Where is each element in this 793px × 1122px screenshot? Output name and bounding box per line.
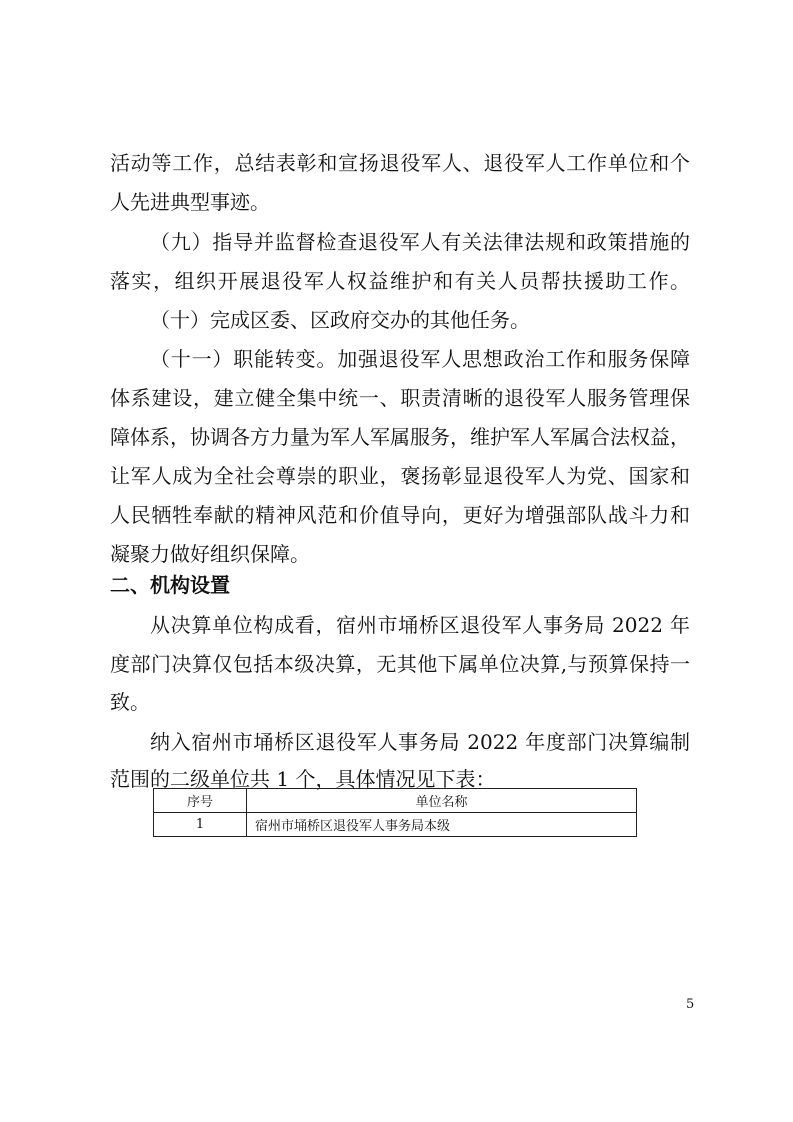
unit-table: [153, 788, 637, 837]
page-number: 5: [686, 997, 695, 1012]
section-heading: 二、机构设置: [110, 573, 230, 597]
paragraph-line: 范围的二级单位共 1 个，具体情况见下表：: [110, 767, 496, 791]
paragraph-line: 人先进典型事迹。: [110, 190, 270, 214]
header-unit-name: 单位名称: [247, 789, 637, 813]
paragraph-line: （十）完成区委、区政府交办的其他任务。: [150, 308, 530, 332]
paragraph-line: （九）指导并监督检查退役军人有关法律法规和政策措施的: [150, 230, 690, 254]
table-header-row: [154, 789, 637, 813]
paragraph-line: 障体系，协调各方力量为军人军属服务，维护军人军属合法权益，: [110, 425, 690, 449]
paragraph-line: 人民牺牲奉献的精神风范和价值导向，更好为增强部队战斗力和: [110, 503, 690, 527]
paragraph-line: 落实，组织开展退役军人权益维护和有关人员帮扶援助工作。: [110, 269, 690, 293]
paragraph-line: 度部门决算仅包括本级决算，无其他下属单位决算,与预算保持一: [110, 652, 690, 676]
cell-serial-number: 1: [154, 813, 247, 837]
paragraph-line: （十一）职能转变。加强退役军人思想政治工作和服务保障: [150, 347, 690, 371]
cell-unit-name: 宿州市埇桥区退役军人事务局本级: [247, 813, 637, 837]
paragraph-line: 凝聚力做好组织保障。: [110, 542, 310, 566]
header-serial-number: 序号: [154, 789, 247, 813]
paragraph-line: 纳入宿州市埇桥区退役军人事务局 2022 年度部门决算编制: [150, 730, 690, 754]
paragraph-line: 活动等工作，总结表彰和宣扬退役军人、退役军人工作单位和个: [110, 151, 690, 175]
paragraph-line: 让军人成为全社会尊崇的职业，褒扬彰显退役军人为党、国家和: [110, 464, 690, 488]
paragraph-line: 致。: [110, 690, 150, 714]
paragraph-line: 体系建设，建立健全集中统一、职责清晰的退役军人服务管理保: [110, 386, 690, 410]
paragraph-line: 从决算单位构成看，宿州市埇桥区退役军人事务局 2022 年: [150, 613, 690, 637]
table-row: [154, 813, 637, 837]
